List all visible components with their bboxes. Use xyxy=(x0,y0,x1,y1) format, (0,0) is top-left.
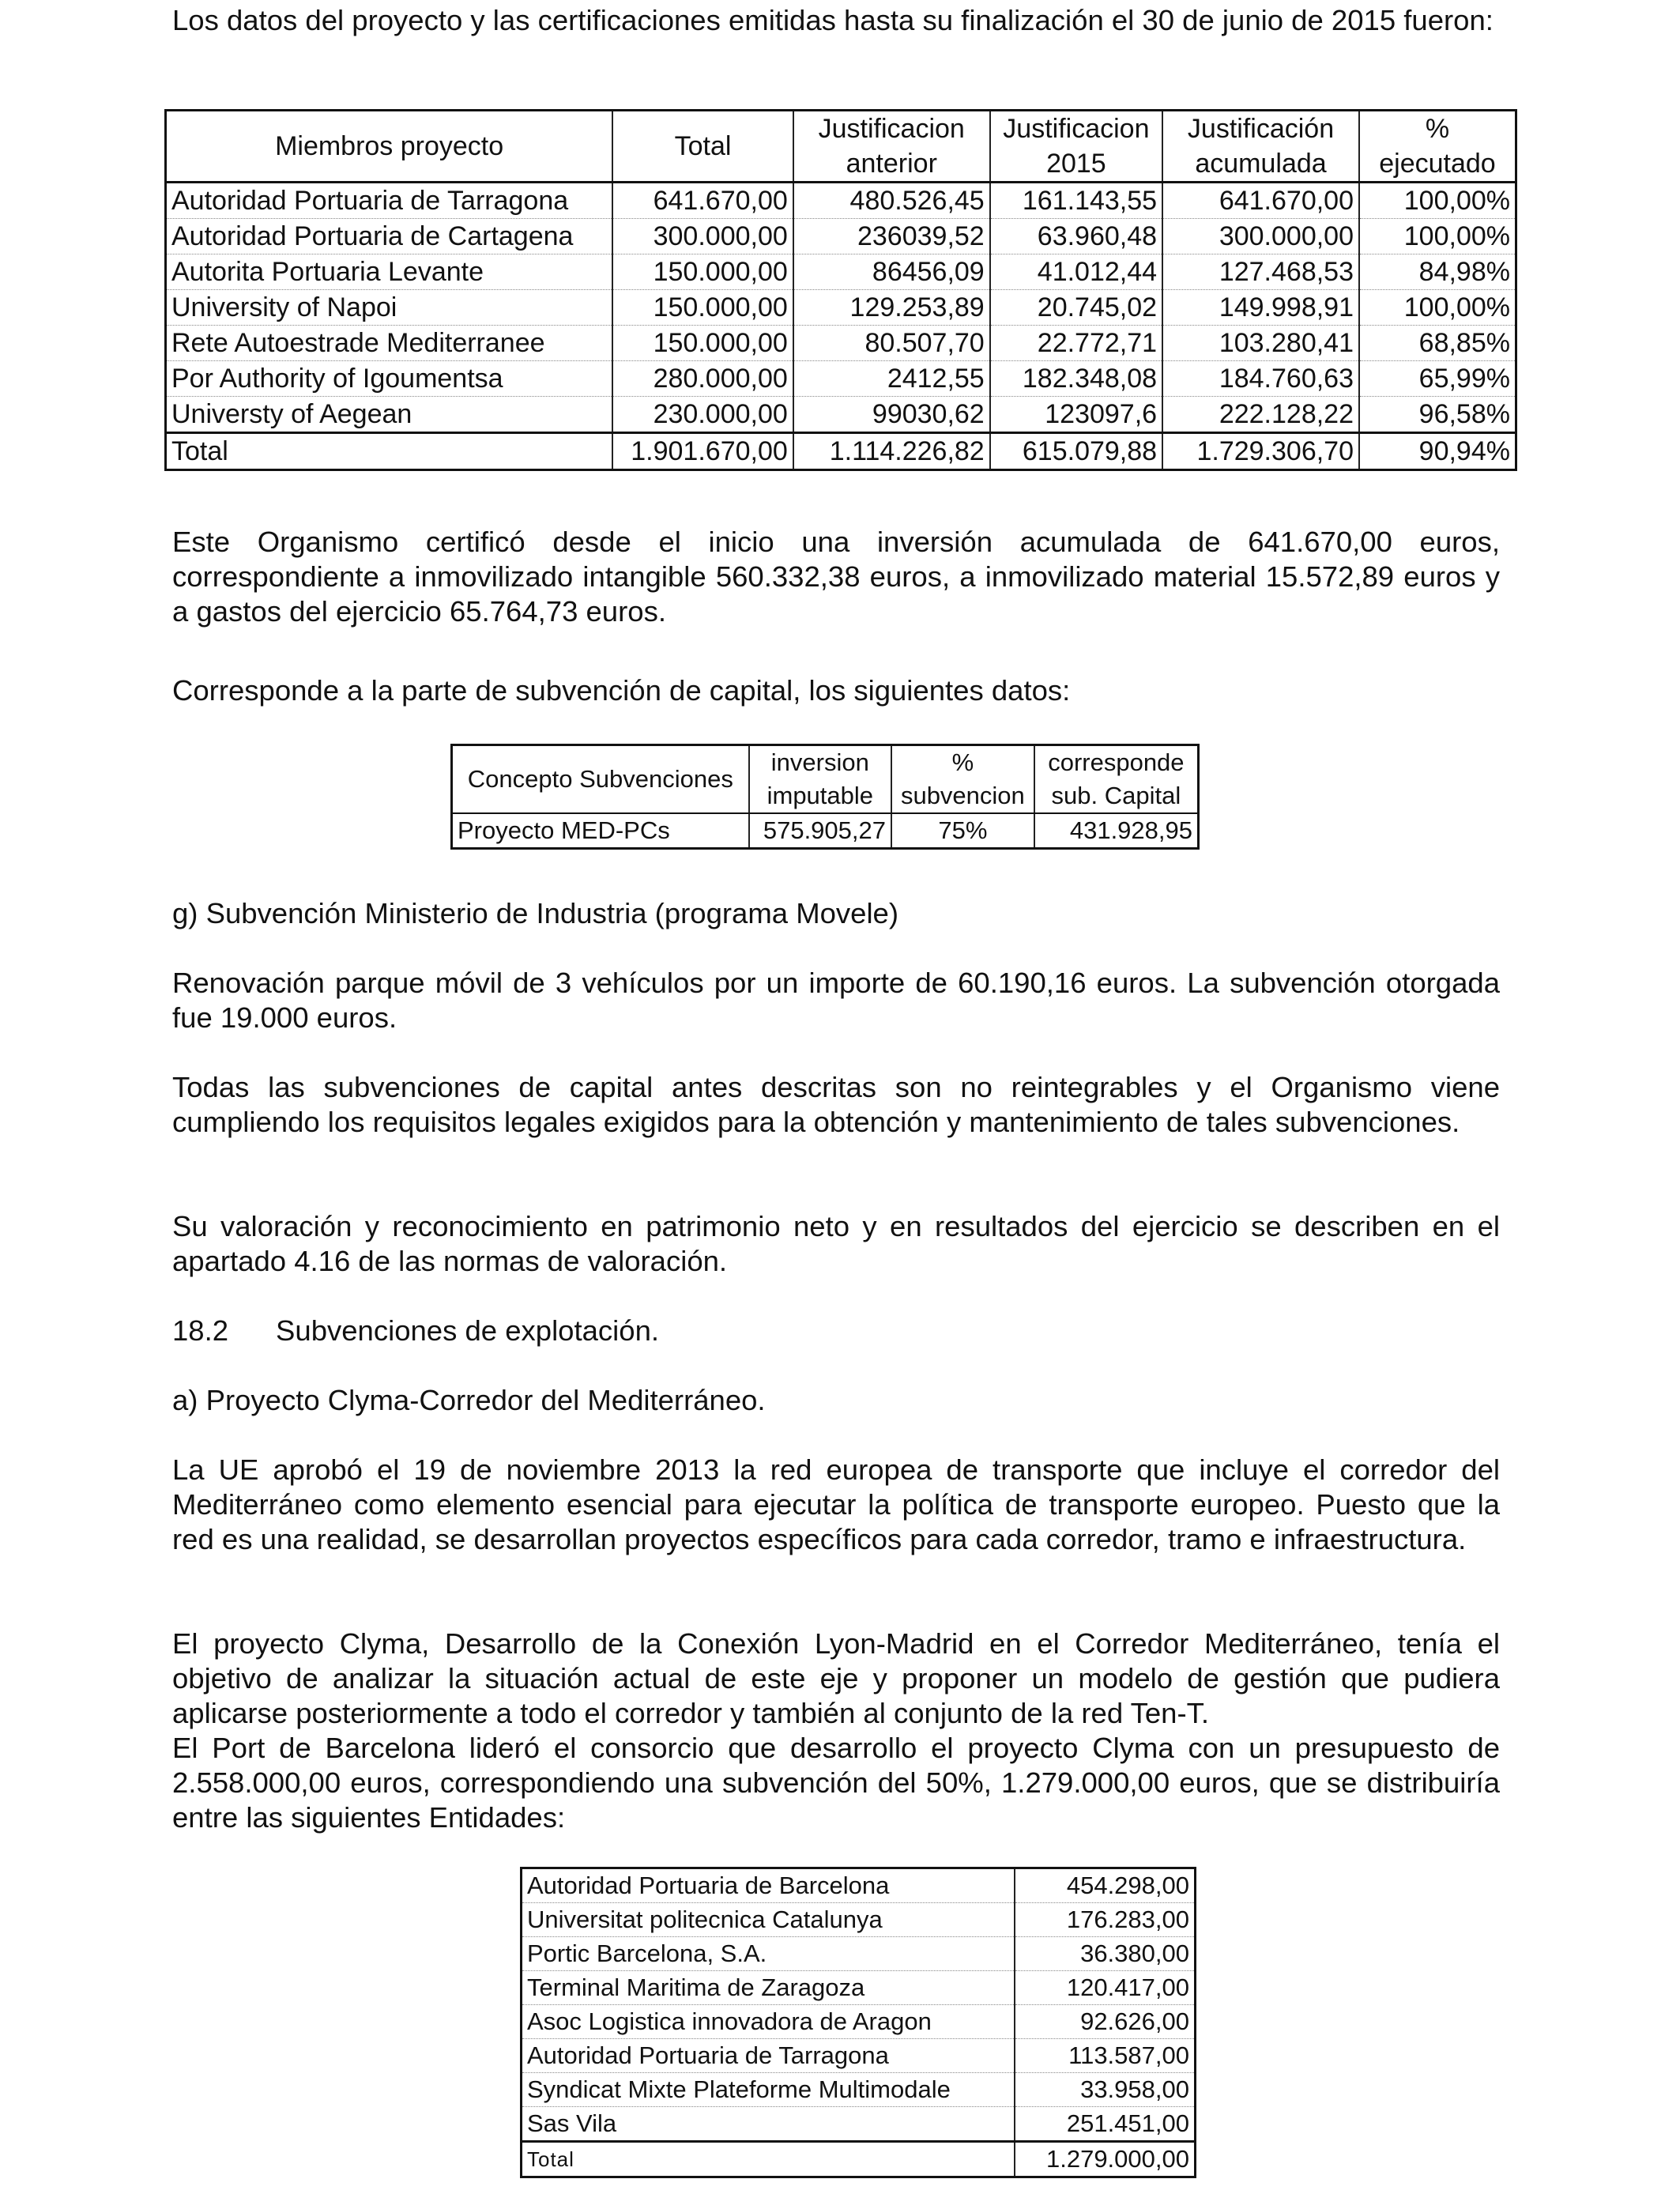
table2-header-row xyxy=(452,745,1199,780)
paragraph-no-reintegrables: Todas las subvenciones de capital antes descritas son no reintegrables y el Organismo viene cumpliendo los requisitos legales exigidos para la obtención y mantenimiento de tales subvenciones. xyxy=(172,1071,1500,1138)
section-title: Subvenciones de explotación. xyxy=(276,1314,660,1347)
table-row xyxy=(522,1903,1196,1937)
cell-member: Autorita Portuaria Levante xyxy=(166,254,613,290)
cell-value: 149.998,91 xyxy=(1162,290,1359,326)
cell-value: 150.000,00 xyxy=(612,290,793,326)
cell-amount: 251.451,00 xyxy=(1015,2107,1196,2142)
cell-total-value: 1.901.670,00 xyxy=(612,433,793,470)
table1-header-row xyxy=(166,111,1516,147)
cell-entity: Sas Vila xyxy=(522,2107,1015,2142)
header-pct-sub-2: subvencion xyxy=(891,779,1034,813)
table-row xyxy=(166,326,1516,361)
cell-pct: 75% xyxy=(891,813,1034,849)
cell-total-value: 1.279.000,00 xyxy=(1015,2142,1196,2177)
section-number: 18.2 xyxy=(172,1314,229,1347)
header-2015-1: Justificacion xyxy=(990,111,1162,147)
cell-member: Rete Autoestrade Mediterranee xyxy=(166,326,613,361)
cell-corresponde: 431.928,95 xyxy=(1034,813,1199,849)
table-row xyxy=(166,254,1516,290)
cell-entity: Asoc Logistica innovadora de Aragon xyxy=(522,2005,1015,2039)
paragraph-port-barcelona: El Port de Barcelona lideró el consorcio que desarrollo el proyecto Clyma con un presupuesto de 2.558.000,00 euros, correspondiendo una subvención del 50%, 1.279.000,00 euros, que se distribuiría entre las siguientes Entidades: xyxy=(172,1732,1500,1834)
header-pct-1: % xyxy=(1359,111,1516,147)
cell-value: 100,00% xyxy=(1359,183,1516,219)
table-total-row xyxy=(522,2142,1196,2177)
cell-total-value: 1.114.226,82 xyxy=(793,433,990,470)
cell-value: 280.000,00 xyxy=(612,361,793,397)
header-total: Total xyxy=(612,111,793,183)
table-row xyxy=(522,1937,1196,1971)
cell-value: 2412,55 xyxy=(793,361,990,397)
cell-amount: 454.298,00 xyxy=(1015,1868,1196,1903)
header-concept: Concepto Subvenciones xyxy=(452,745,749,814)
cell-amount: 92.626,00 xyxy=(1015,2005,1196,2039)
intro-paragraph: Los datos del proyecto y las certificaciones emitidas hasta su finalización el 30 de junio de 2015 fueron: xyxy=(172,4,1494,36)
cell-value: 41.012,44 xyxy=(990,254,1162,290)
cell-value: 300.000,00 xyxy=(612,219,793,254)
cell-total-value: 615.079,88 xyxy=(990,433,1162,470)
header-corr-2: sub. Capital xyxy=(1034,779,1199,813)
cell-entity: Universitat politecnica Catalunya xyxy=(522,1903,1015,1937)
table-row xyxy=(166,183,1516,219)
cell-value: 230.000,00 xyxy=(612,397,793,433)
paragraph-valoracion: Su valoración y reconocimiento en patrimonio neto y en resultados del ejercicio se describen en el apartado 4.16 de las normas de valoración. xyxy=(172,1210,1500,1277)
table-total-row xyxy=(166,433,1516,470)
paragraph-ue-red: La UE aprobó el 19 de noviembre 2013 la red europea de transporte que incluye el corredor del Mediterráneo como elemento esencial para ejecutar la política de transporte europeo. Puesto que la red es una realidad, se desarrollan proyectos específicos para cada corredor, tramo e infraestructura. xyxy=(172,1453,1500,1555)
cell-amount: 113.587,00 xyxy=(1015,2039,1196,2073)
section-g-heading: g) Subvención Ministerio de Industria (programa Movele) xyxy=(172,897,899,929)
table-row xyxy=(522,2107,1196,2142)
table-row xyxy=(166,219,1516,254)
cell-value: 161.143,55 xyxy=(990,183,1162,219)
cell-value: 127.468,53 xyxy=(1162,254,1359,290)
header-pct-2: ejecutado xyxy=(1359,146,1516,183)
cell-value: 68,85% xyxy=(1359,326,1516,361)
cell-concept: Proyecto MED-PCs xyxy=(452,813,749,849)
cell-value: 100,00% xyxy=(1359,290,1516,326)
header-inv-2: imputable xyxy=(749,779,891,813)
cell-value: 150.000,00 xyxy=(612,326,793,361)
cell-member: Autoridad Portuaria de Cartagena xyxy=(166,219,613,254)
paragraph-subvencion-capital: Corresponde a la parte de subvención de capital, los siguientes datos: xyxy=(172,674,1071,707)
cell-entity: Terminal Maritima de Zaragoza xyxy=(522,1971,1015,2005)
section-18-2-heading xyxy=(172,1314,1500,1348)
paragraph-clyma: El proyecto Clyma, Desarrollo de la Conexión Lyon-Madrid en el Corredor Mediterráneo, tenía el objetivo de analizar la situación actual de este eje y proponer un modelo de gestión que pudiera aplicarse posteriormente a todo el corredor y también al conjunto de la red Ten-T. xyxy=(172,1627,1500,1729)
cell-entity: Autoridad Portuaria de Barcelona xyxy=(522,1868,1015,1903)
subvencion-capital-table xyxy=(450,744,1200,850)
cell-value: 99030,62 xyxy=(793,397,990,433)
cell-value: 222.128,22 xyxy=(1162,397,1359,433)
cell-amount: 120.417,00 xyxy=(1015,1971,1196,2005)
header-corr-1: corresponde xyxy=(1034,745,1199,780)
cell-value: 184.760,63 xyxy=(1162,361,1359,397)
cell-inversion: 575.905,27 xyxy=(749,813,891,849)
cell-value: 129.253,89 xyxy=(793,290,990,326)
cell-value: 100,00% xyxy=(1359,219,1516,254)
cell-value: 182.348,08 xyxy=(990,361,1162,397)
cell-total-label: Total xyxy=(166,433,613,470)
cell-total-label: Total xyxy=(522,2142,1015,2177)
paragraph-inversion: Este Organismo certificó desde el inicio una inversión acumulada de 641.670,00 euros, correspondiente a inmovilizado intangible 560.332,38 euros, a inmovilizado material 15.572,89 euros y a gastos del ejercicio 65.764,73 euros. xyxy=(172,526,1500,628)
cell-member: Autoridad Portuaria de Tarragona xyxy=(166,183,613,219)
table-row xyxy=(522,2039,1196,2073)
table-row xyxy=(452,813,1199,849)
header-acc-1: Justificación xyxy=(1162,111,1359,147)
cell-value: 480.526,45 xyxy=(793,183,990,219)
cell-amount: 36.380,00 xyxy=(1015,1937,1196,1971)
table-row xyxy=(522,1971,1196,2005)
cell-amount: 33.958,00 xyxy=(1015,2073,1196,2107)
header-acc-2: acumulada xyxy=(1162,146,1359,183)
cell-entity: Autoridad Portuaria de Tarragona xyxy=(522,2039,1015,2073)
cell-value: 150.000,00 xyxy=(612,254,793,290)
cell-total-value: 1.729.306,70 xyxy=(1162,433,1359,470)
table-row xyxy=(522,1868,1196,1903)
table-row xyxy=(166,361,1516,397)
cell-value: 63.960,48 xyxy=(990,219,1162,254)
header-2015-2: 2015 xyxy=(990,146,1162,183)
cell-amount: 176.283,00 xyxy=(1015,1903,1196,1937)
table-row xyxy=(522,2005,1196,2039)
cell-value: 641.670,00 xyxy=(1162,183,1359,219)
cell-value: 80.507,70 xyxy=(793,326,990,361)
cell-entity: Portic Barcelona, S.A. xyxy=(522,1937,1015,1971)
cell-member: University of Napoi xyxy=(166,290,613,326)
cell-value: 103.280,41 xyxy=(1162,326,1359,361)
cell-value: 84,98% xyxy=(1359,254,1516,290)
paragraph-movele: Renovación parque móvil de 3 vehículos por un importe de 60.190,16 euros. La subvención otorgada fue 19.000 euros. xyxy=(172,967,1500,1034)
cell-value: 65,99% xyxy=(1359,361,1516,397)
header-prev-2: anterior xyxy=(793,146,990,183)
cell-value: 123097,6 xyxy=(990,397,1162,433)
cell-member: Por Authority of Igoumentsa xyxy=(166,361,613,397)
project-members-table xyxy=(164,109,1517,471)
entidades-table xyxy=(520,1867,1196,2178)
cell-total-value: 90,94% xyxy=(1359,433,1516,470)
cell-value: 641.670,00 xyxy=(612,183,793,219)
table-row xyxy=(166,290,1516,326)
cell-value: 20.745,02 xyxy=(990,290,1162,326)
header-members: Miembros proyecto xyxy=(166,111,613,183)
header-inv-1: inversion xyxy=(749,745,891,780)
cell-value: 300.000,00 xyxy=(1162,219,1359,254)
cell-member: Universty of Aegean xyxy=(166,397,613,433)
cell-value: 236039,52 xyxy=(793,219,990,254)
header-prev-1: Justificacion xyxy=(793,111,990,147)
table-row xyxy=(166,397,1516,433)
cell-value: 22.772,71 xyxy=(990,326,1162,361)
table-row xyxy=(522,2073,1196,2107)
cell-entity: Syndicat Mixte Plateforme Multimodale xyxy=(522,2073,1015,2107)
section-a-heading: a) Proyecto Clyma-Corredor del Mediterráneo. xyxy=(172,1384,766,1416)
cell-value: 86456,09 xyxy=(793,254,990,290)
cell-value: 96,58% xyxy=(1359,397,1516,433)
header-pct-sub-1: % xyxy=(891,745,1034,780)
